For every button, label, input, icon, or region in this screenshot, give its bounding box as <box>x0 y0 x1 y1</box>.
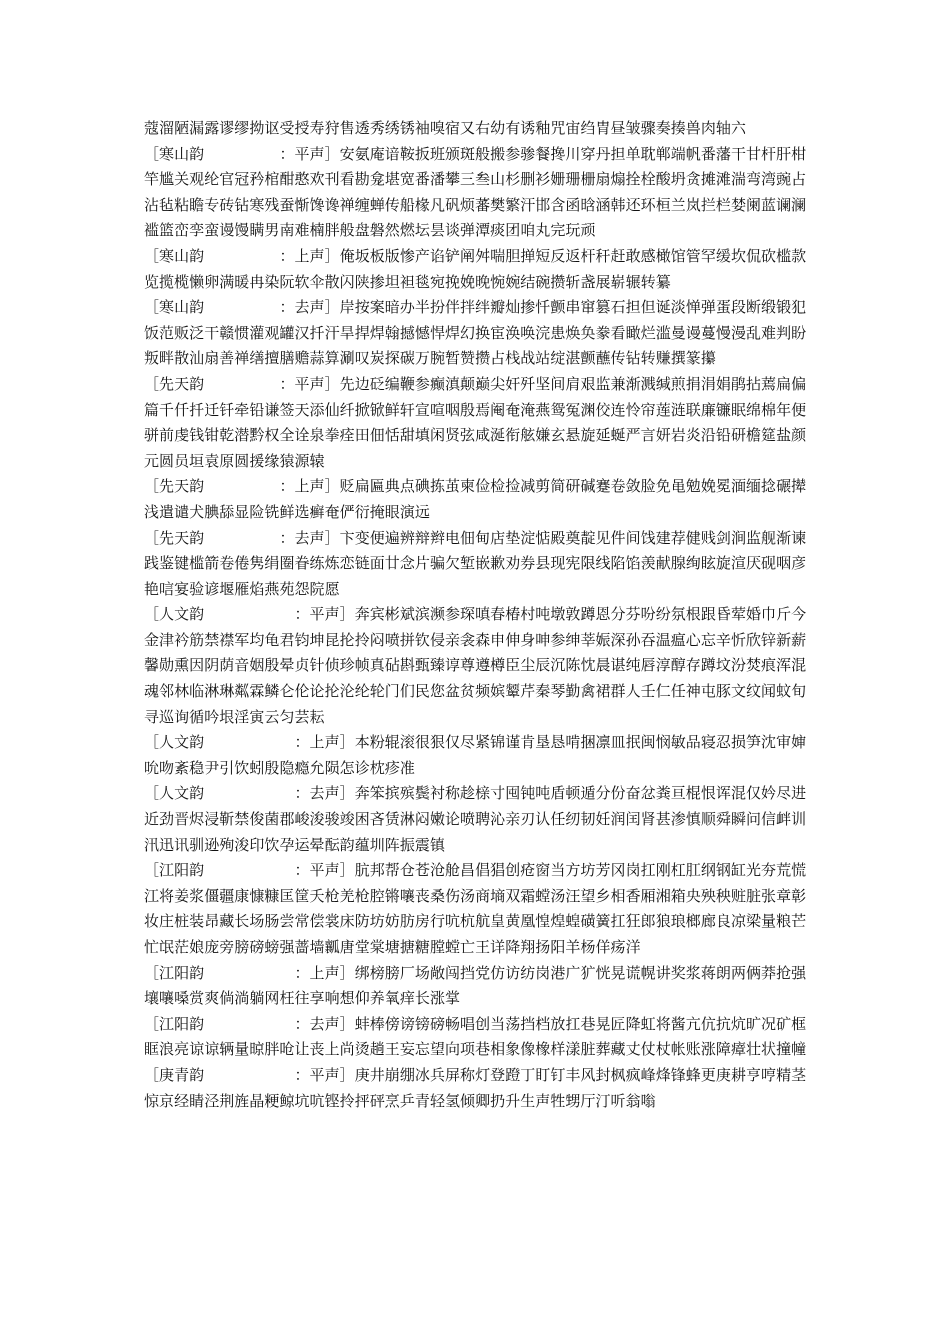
rhyme-entry <box>144 602 810 730</box>
rhyme-entry <box>144 730 810 781</box>
rhyme-category-label: ［人文韵 ：平声］ <box>144 605 355 624</box>
rhyme-entry <box>144 858 810 960</box>
rhyme-entry <box>144 526 810 603</box>
rhyme-characters: 蔻溜陋漏露谬缪拗讴受授寿狩售透秀绣锈袖嗅宿又右幼有诱釉咒宙绉胄昼皱骤奏揍兽肉轴六 <box>144 119 747 137</box>
rhyme-characters: 奔笨摈殡鬓衬称趁榇寸囤钝吨盾顿遁分份奋忿粪亘棍恨诨混仅妗尽进近劲晋烬浸靳禁俊菌郡峻浚骏竣困吝赁淋闷嫩论喷聘沁亲刃认任纫韧妊润闰肾甚渗慎顺舜瞬问信衅训汛迅讯驯逊殉浚印饮孕运晕酝韵蕴圳阵振震镇 <box>144 784 807 854</box>
rhyme-characters: 安氨庵谙鞍扳班颁斑般搬参骖餐搀川穿丹担单耽郸端帆番藩干甘杆肝柑竿尴关观纶官冠矜棺酣憨欢刊看勘龛堪宽番潘攀三叁山杉删衫姗珊栅扇煽拴栓酸坍贪摊滩湍弯湾豌占沾毡粘瞻专砖钻寒残蚕惭馋谗禅缠蝉传船椽凡矾烦蕃樊繁汗邯含函晗涵韩还环桓兰岚拦栏婪阑蓝谰澜褴篮峦孪蛮谩馒瞒男南难楠胖般盘磐然燃坛昙谈弹潭痰团咱丸完玩顽 <box>144 144 807 240</box>
rhyme-category-label: ［人文韵 ：去声］ <box>144 784 355 803</box>
rhyme-entry <box>144 295 810 372</box>
rhyme-characters: 绑榜膀厂场敞闯挡党仿访纺岗港广犷恍晃谎幌讲奖浆蒋朗两俩莽抢强壤嚷嗓赏爽倘淌躺网枉往享响想仰养氧痒长涨掌 <box>144 963 807 1008</box>
rhyme-entry <box>144 244 810 295</box>
rhyme-entry <box>144 781 810 858</box>
rhyme-category-label: ［寒山韵 ：上声］ <box>144 246 340 265</box>
rhyme-entry <box>144 474 810 525</box>
rhyme-category-label: ［先天韵 ：去声］ <box>144 528 340 547</box>
rhyme-entry <box>144 961 810 1012</box>
intro-text <box>144 116 810 142</box>
rhyme-entry <box>144 372 810 474</box>
rhyme-characters: 贬扁匾典点碘拣茧柬俭检捡减剪简研碱蹇卷敛脸免黾勉娩冕湎缅捻碾撵浅遣谴犬腆舔显险铣鲜选癣奄俨衍掩眼演远 <box>144 477 807 521</box>
rhyme-category-label: ［人文韵 ：上声］ <box>144 733 355 752</box>
rhyme-characters: 岸按案暗办半扮伴拌绊瓣灿掺忏颤串窜篡石担但诞淡惮弹蛋段断缎锻犯饭范贩泛干赣惯灌观罐汉扦汗旱捍焊翰撼憾悍焊幻换宦涣唤浣患焕奂豢看瞰烂滥曼谩蔓慢漫乱难判盼叛畔散汕扇善禅缮擅膳赡蒜算涮叹炭探碳万腕暂赞攒占栈战站绽湛颤蘸传钻转赚撰篆攥 <box>144 298 807 368</box>
rhyme-characters: 蚌棒傍谤镑磅畅唱创当荡挡档放扛巷晃匠降虹将酱亢伉抗炕旷况矿框眶浪亮谅谅辆量晾胖呛让丧上尚烫趟王妄忘望向项巷相象像橡样漾脏葬藏丈仗杖帐账涨障瘴壮状撞幢 <box>144 1014 807 1059</box>
rhyme-characters: 庚井崩绷冰兵屏称灯登蹬丁盯钉丰风封枫疯峰烽锋蜂更庚耕亨哼精茎惊京经睛泾荆旌晶粳鲸坑吭铿拎抨砰烹乒青轻氢倾卿扔升生声牲甥厅汀听翁嗡 <box>144 1065 807 1110</box>
rhyme-category-label: ［庚青韵 ：平声］ <box>144 1065 355 1084</box>
rhyme-entry <box>144 1012 810 1063</box>
rhyme-category-label: ［寒山韵 ：平声］ <box>144 144 340 163</box>
rhyme-characters: 俺坂板版惨产谄铲阐舛喘胆掸短反返杆秆赶敢感橄馆管罕缓坎侃砍槛款览揽榄懒卵满暖冉染阮软伞散闪陕掺坦袒毯宛挽娩晚惋婉结碗攒斩盏展崭辗转纂 <box>144 246 807 291</box>
document-body <box>144 116 810 1114</box>
rhyme-category-label: ［江阳韵 ：平声］ <box>144 861 355 880</box>
rhyme-entry <box>144 142 810 244</box>
rhyme-category-label: ［江阳韵 ：去声］ <box>144 1014 355 1033</box>
rhyme-entry <box>144 1063 810 1114</box>
rhyme-characters: 肮邦帮仓苍沧舱昌倡猖创疮窗当方坊芳冈岗扛刚杠肛纲钢缸光夯荒慌江将姜浆僵疆康慷糠匡筐夭枪羌枪腔锵嚷丧桑伤汤商墒双霜螳汤汪望乡相香厢湘箱央殃秧赃脏张章彰妆庄桩装昂藏长场肠尝常偿裳床防坊妨肪房行吭杭航皇黄凰惶煌蝗磺簧扛狂郎狼琅榔廊良凉梁量粮芒忙氓茫娘庞旁膀磅螃强蔷墙瓤唐堂棠塘搪糖膛螳亡王详降翔扬阳羊杨佯疡洋 <box>144 861 807 956</box>
rhyme-category-label: ［先天韵 ：上声］ <box>144 477 340 496</box>
rhyme-characters: 奔宾彬斌滨濒参琛嗔春椿村吨墩敦蹲恩分芬吩纷氛根跟昏荤婚巾斤今金津衿筋禁襟军均龟君钧坤昆抡拎闷喷拼钦侵亲衾森申伸身呻参绅莘娠深孙吞温瘟心忘辛忻欣锌新薪馨勋熏因阴荫音姻殷晕贞针侦珍帧真砧斟甄臻谆尊遵樽臣尘辰沉陈忱晨谌纯唇淳醇存蹲坟汾焚痕浑混魂邻林临淋琳粼霖鳞仑伦论抡沦纶轮门们民您盆贫频嫔颦芹秦琴勤禽裙群人壬仁任神屯豚文纹闻蚊旬寻巡询循吟垠淫寅云匀芸耘 <box>144 605 807 726</box>
rhyme-category-label: ［先天韵 ：平声］ <box>144 374 340 393</box>
rhyme-category-label: ［寒山韵 ：去声］ <box>144 298 340 317</box>
rhyme-category-label: ［江阳韵 ：上声］ <box>144 963 355 982</box>
rhyme-characters: 先边砭编鞭参癫滇颠巅尖奸歼坚间肩艰监兼渐溅缄煎捐涓娟鹃拈蔫扁偏篇千仟扦迁钎牵铅谦签天添仙纤掀锨鲜轩宣喧咽殷焉阉奄淹燕鸳冤渊佼连怜帘莲涟联廉镰眠绵棉年便骈前虔钱钳乾潜黔权全诠泉拳痊田佃恬甜填闲贤弦咸涎衔舷嫌玄悬旋延蜒严言妍岩炎沿铅研檐筵盐颜元圆员垣袁原圆援缘猿源辕 <box>144 374 807 470</box>
rhyme-characters: 卞变便遍辨辩辫电佃甸店垫淀惦殿奠靛见件间饯建荐健贱剑涧监舰渐谏践鉴键槛箭卷倦隽绢圈眷练炼恋链面廿念片骗欠堑嵌歉劝券县现宪限线陷馅羡献腺绚眩旋渲厌砚咽彦艳唁宴验谚堰雁焰燕苑怨院愿 <box>144 528 807 598</box>
rhyme-characters: 本粉辊滚很狠仅尽紧锦谨肯垦恳啃捆凛皿抿闽悯敏品寝忍损笋沈审婶吮吻紊稳尹引饮蚓殷隐瘾允陨怎诊枕疹准 <box>144 733 807 777</box>
